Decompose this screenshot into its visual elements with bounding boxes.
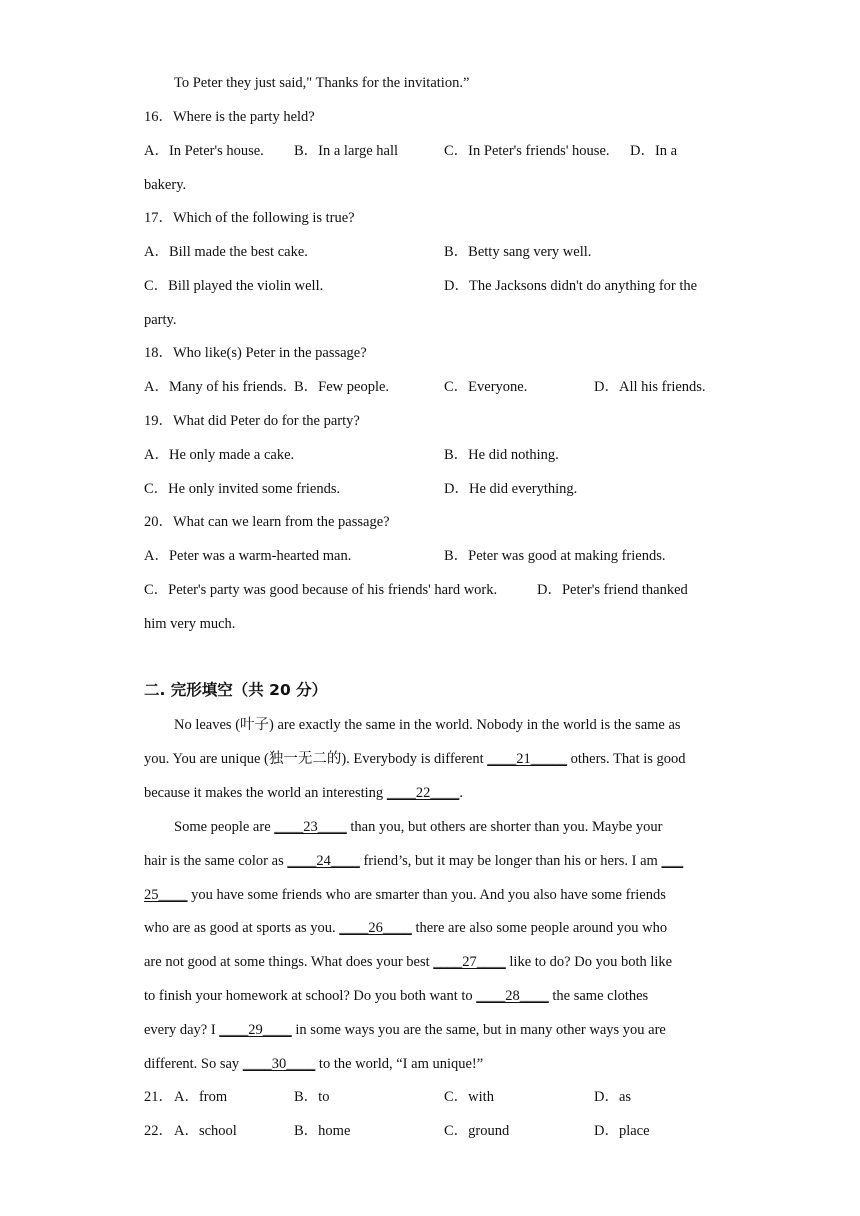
question-16-stem: 16．Where is the party held?	[144, 109, 315, 125]
section-title-cloze: 二. 完形填空（共 20 分）	[144, 681, 328, 699]
q19-option-b: B．He did nothing.	[444, 447, 559, 463]
q18-option-a: A．Many of his friends.	[144, 379, 287, 395]
blank-25-start: ___	[661, 853, 684, 869]
q21-option-d: D．as	[594, 1089, 632, 1105]
cloze-line: hair is the same color as ____24____ friend’s, but it may be longer than his or hers. I am ___	[144, 853, 684, 869]
cloze-line: are not good at some things. What does your best ____27____ like to do? Do you both like	[144, 954, 673, 970]
question-18-stem: 18．Who like(s) Peter in the passage?	[144, 345, 367, 361]
question-21-number: 21．	[144, 1089, 173, 1105]
q21-option-c: C．with	[444, 1089, 494, 1105]
q19-option-d: D．He did everything.	[444, 481, 578, 497]
q16-option-d-cont: bakery.	[144, 177, 187, 193]
q17-option-d: D．The Jacksons didn't do anything for the	[444, 278, 698, 294]
q18-option-b: B．Few people.	[294, 379, 390, 395]
q17-option-c: C．Bill played the violin well.	[144, 278, 324, 294]
blank-23: ____23____	[274, 819, 347, 835]
passage-last-line: To Peter they just said," Thanks for the invitation.”	[174, 75, 470, 91]
q21-option-a: A．from	[174, 1089, 228, 1105]
q16-option-a: A．In Peter's house.	[144, 143, 264, 159]
blank-27: ____27____	[433, 954, 506, 970]
q19-option-a: A．He only made a cake.	[144, 447, 295, 463]
q21-option-b: B．to	[294, 1089, 330, 1105]
q19-option-c: C．He only invited some friends.	[144, 481, 341, 497]
cloze-line: to finish your homework at school? Do you both want to ____28____ the same clothes	[144, 988, 649, 1004]
q17-option-a: A．Bill made the best cake.	[144, 244, 308, 260]
cloze-line: 25____ you have some friends who are smarter than you. And you also have some friends	[144, 887, 666, 903]
q22-option-d: D．place	[594, 1123, 650, 1139]
blank-26: ____26____	[339, 920, 412, 936]
q16-option-d: D．In a	[630, 143, 678, 159]
q20-option-a: A．Peter was a warm-hearted man.	[144, 548, 352, 564]
cloze-line: because it makes the world an interesting ____22____.	[144, 785, 463, 801]
question-19-stem: 19．What did Peter do for the party?	[144, 413, 360, 429]
cloze-line: No leaves (叶子) are exactly the same in the world. Nobody in the world is the same as	[174, 717, 681, 733]
cloze-line: Some people are ____23____ than you, but others are shorter than you. Maybe your	[174, 819, 663, 835]
question-22-number: 22．	[144, 1123, 173, 1139]
q18-option-c: C．Everyone.	[444, 379, 528, 395]
q16-option-c: C．In Peter's friends' house.	[444, 143, 610, 159]
blank-29: ____29____	[219, 1022, 292, 1038]
q20-option-d: D．Peter's friend thanked	[537, 582, 688, 598]
q20-option-d-cont: him very much.	[144, 616, 236, 632]
q22-option-c: C．ground	[444, 1123, 510, 1139]
q17-option-d-cont: party.	[144, 312, 177, 328]
blank-25: 25____	[144, 887, 188, 903]
q18-option-d: D．All his friends.	[594, 379, 706, 395]
blank-24: ____24____	[287, 853, 360, 869]
q20-option-b: B．Peter was good at making friends.	[444, 548, 666, 564]
blank-22: ____22____	[386, 785, 460, 801]
cloze-line: you. You are unique (独一无二的). Everybody is different ____21_____ others. That is good	[144, 751, 686, 767]
q22-option-b: B．home	[294, 1123, 351, 1139]
blank-30: ____30____	[242, 1056, 316, 1072]
cloze-line: different. So say ____30____ to the world, “I am unique!”	[144, 1056, 484, 1072]
q22-option-a: A．school	[174, 1123, 237, 1139]
q20-option-c: C．Peter's party was good because of his friends' hard work.	[144, 582, 498, 598]
blank-28: ____28____	[476, 988, 549, 1004]
blank-21: ____21_____	[487, 751, 567, 767]
question-17-stem: 17．Which of the following is true?	[144, 210, 355, 226]
q16-option-b: B．In a large hall	[294, 143, 399, 159]
cloze-line: who are as good at sports as you. ____26____ there are also some people around you who	[144, 920, 668, 936]
question-20-stem: 20．What can we learn from the passage?	[144, 514, 390, 530]
q17-option-b: B．Betty sang very well.	[444, 244, 592, 260]
cloze-line: every day? I ____29____ in some ways you are the same, but in many other ways you are	[144, 1022, 666, 1038]
